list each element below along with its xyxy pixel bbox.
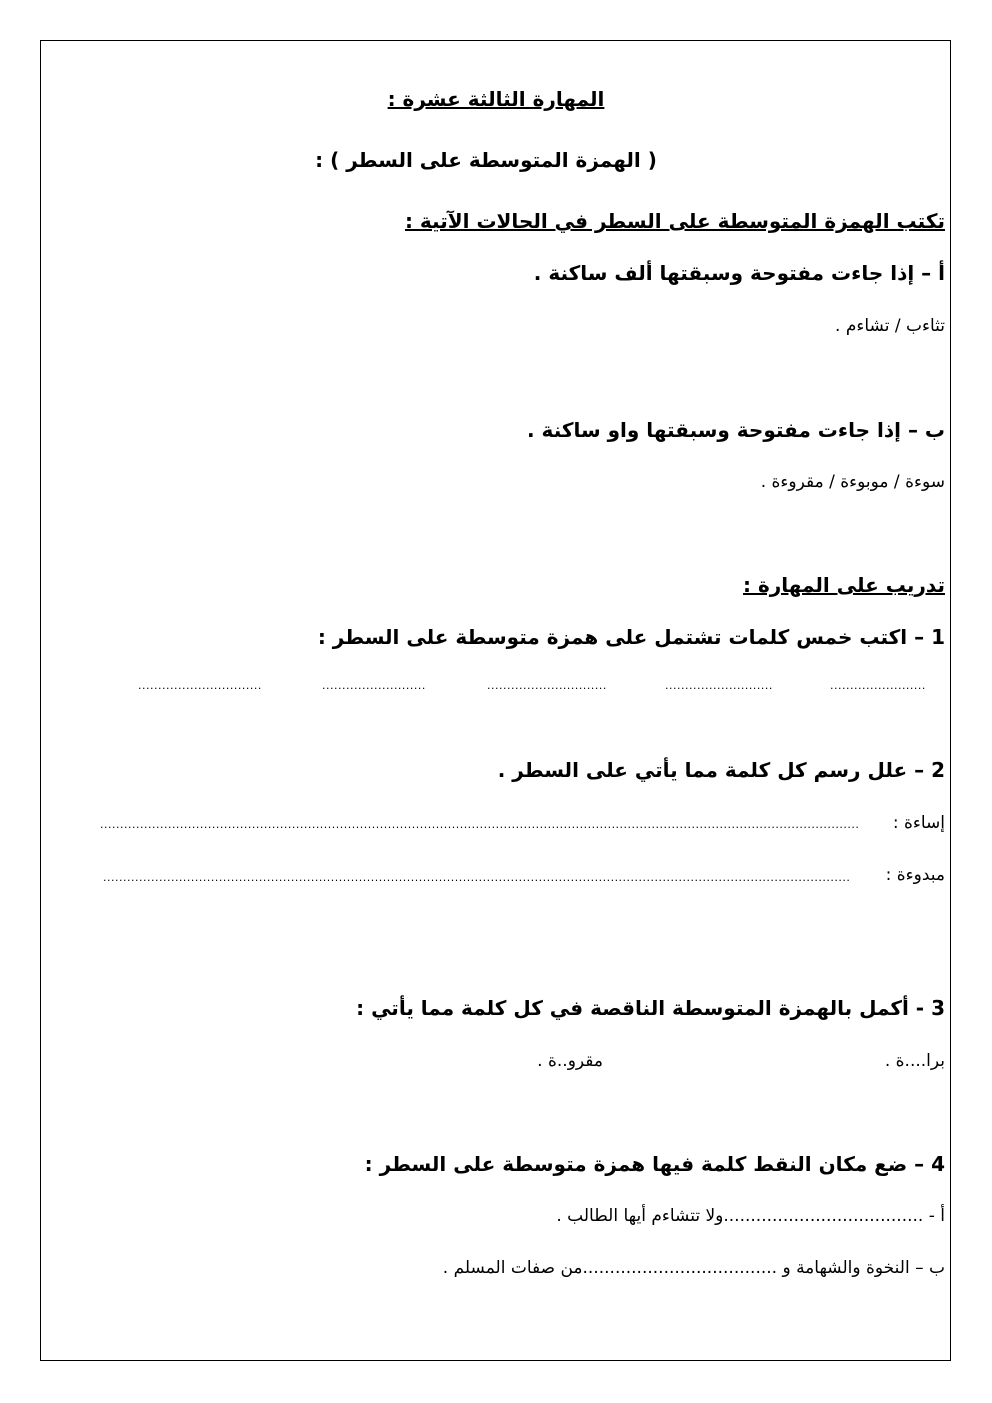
q4-sentence-b: ب – النخوة والشهامة و ....................................من صفات المسلم . (442, 1258, 945, 1278)
q4-sentence-a: أ - .....................................ولا تتشاءم أيها الطالب . (556, 1206, 945, 1226)
examples-b: سوءة / موبوءة / مقروءة . (760, 472, 945, 492)
intro-heading: تكتب الهمزة المتوسطة على السطر في الحالات الآتية : (404, 209, 945, 233)
page-subtitle: ( الهمزة المتوسطة على السطر ) : (315, 148, 657, 172)
answer-blank-4[interactable]: .......................... (322, 679, 426, 692)
training-heading: تدريب على المهارة : (742, 573, 945, 597)
answer-blank-5[interactable]: ............................... (138, 679, 262, 692)
examples-a: تثاءب / تشاءم . (835, 316, 945, 336)
question-1: 1 – اكتب خمس كلمات تشتمل على همزة متوسطة على السطر : (317, 625, 945, 649)
question-2: 2 – علل رسم كل كلمة مما يأتي على السطر . (497, 758, 945, 782)
answer-blank-1[interactable]: ........................ (830, 679, 926, 692)
question-4: 4 – ضع مكان النقط كلمة فيها همزة متوسطة على السطر : (364, 1152, 945, 1176)
question-3: 3 - أكمل بالهمزة المتوسطة الناقصة في كل كلمة مما يأتي : (356, 996, 945, 1020)
q2-item-isaa-blank[interactable]: .............................................................................................................................................................................................. (100, 818, 860, 831)
q2-item-mabdooa-blank[interactable]: ........................................................................................................................................................................................... (103, 871, 851, 884)
q2-item-mabdooa-label: مبدوءة : (885, 865, 945, 885)
answer-blank-2[interactable]: ........................... (665, 679, 773, 692)
q2-item-isaa-label: إساءة : (892, 813, 945, 833)
q3-word-2: مقرو..ة . (537, 1051, 603, 1071)
answer-blank-3[interactable]: .............................. (487, 679, 607, 692)
page-title: المهارة الثالثة عشرة : (387, 87, 605, 111)
rule-a: أ – إذا جاءت مفتوحة وسبقتها ألف ساكنة . (533, 261, 945, 285)
rule-b: ب – إذا جاءت مفتوحة وسبقتها واو ساكنة . (527, 418, 945, 442)
q3-word-1: برا....ة . (884, 1051, 945, 1071)
